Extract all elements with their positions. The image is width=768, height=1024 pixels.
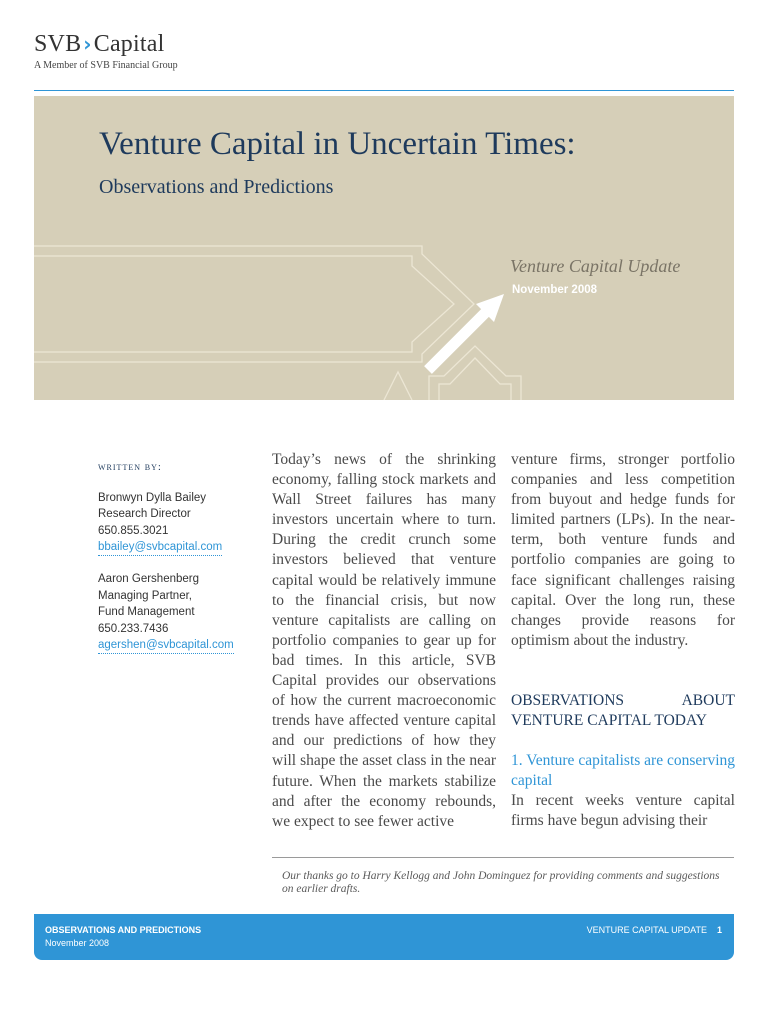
series-title: Venture Capital Update xyxy=(510,256,681,276)
author-role: Research Director xyxy=(98,508,191,520)
author-name: Aaron Gershenberg xyxy=(98,573,200,585)
logo-capital: Capital xyxy=(93,31,165,57)
footer-right xyxy=(587,925,722,935)
author-role-2: Fund Management xyxy=(98,606,195,618)
section-heading: OBSERVATIONS ABOUT VENTURE CAPITAL TODAY xyxy=(511,691,735,729)
body-paragraph: Today’s news of the shrinking economy, falling stock markets and Wall Street failures has many investors uncertain where to turn. During the credit crunch some investors believed that venture capital would be relatively immune to the financial crisis, but now venture capitalists are calling on portfolio companies to gear up for bad times. In this article, SVB Capital provides our observations of how the current macroeconomic trends have affected venture capital and our predictions of how they will shape the asset class in the near future. When the markets stabilize and after the economy rebounds, we expect to see fewer active xyxy=(272,451,496,830)
logo-wordmark xyxy=(34,30,178,58)
hero-banner xyxy=(34,96,734,400)
header-divider xyxy=(34,90,734,91)
page-footer xyxy=(34,914,734,960)
chevron-right-icon: › xyxy=(83,32,92,56)
author-block xyxy=(98,571,258,654)
document-title: Venture Capital in Uncertain Times: xyxy=(99,126,576,162)
body-column-2 xyxy=(511,450,735,831)
author-email-link[interactable]: bbailey@svbcapital.com xyxy=(98,540,222,556)
authors-sidebar xyxy=(98,459,258,669)
author-role: Managing Partner, xyxy=(98,589,192,602)
logo-tagline: A Member of SVB Financial Group xyxy=(34,60,178,71)
author-block xyxy=(98,490,258,557)
body-paragraph: In recent weeks venture capital firms have begun advising their xyxy=(511,791,735,830)
footer-series-label: VENTURE CAPITAL UPDATE xyxy=(586,925,707,935)
author-name: Bronwyn Dylla Bailey xyxy=(98,491,207,504)
svb-capital-logo xyxy=(34,30,178,71)
logo-svb: SVB xyxy=(34,31,82,57)
footnote-divider xyxy=(272,857,734,858)
body-column-1 xyxy=(272,450,496,832)
author-phone: 650.233.7436 xyxy=(98,622,169,635)
page-number: 1 xyxy=(716,925,722,935)
author-phone: 650.855.3021 xyxy=(98,524,169,537)
document-subtitle: Observations and Predictions xyxy=(99,176,334,198)
written-by-heading: written by: xyxy=(98,461,162,473)
subsection-heading: 1. Venture capitalists are conserving capital xyxy=(511,751,735,789)
acknowledgement-note: Our thanks go to Harry Kellogg and John Dominguez for providing comments and suggestions on earlier drafts. xyxy=(282,870,720,895)
author-email-link[interactable]: agershen@svbcapital.com xyxy=(98,638,234,654)
issue-date: November 2008 xyxy=(512,284,598,296)
footer-date: November 2008 xyxy=(45,938,110,948)
body-paragraph: venture firms, stronger portfolio companies and less competition from buyout and hedge funds for limited partners (LPs). In the near-term, both venture funds and portfolio companies are going to face significant challenges raising capital. Over the long run, these changes provide reasons for optimism about the industry. xyxy=(511,451,735,649)
footer-title: OBSERVATIONS AND PREDICTIONS xyxy=(45,925,202,935)
